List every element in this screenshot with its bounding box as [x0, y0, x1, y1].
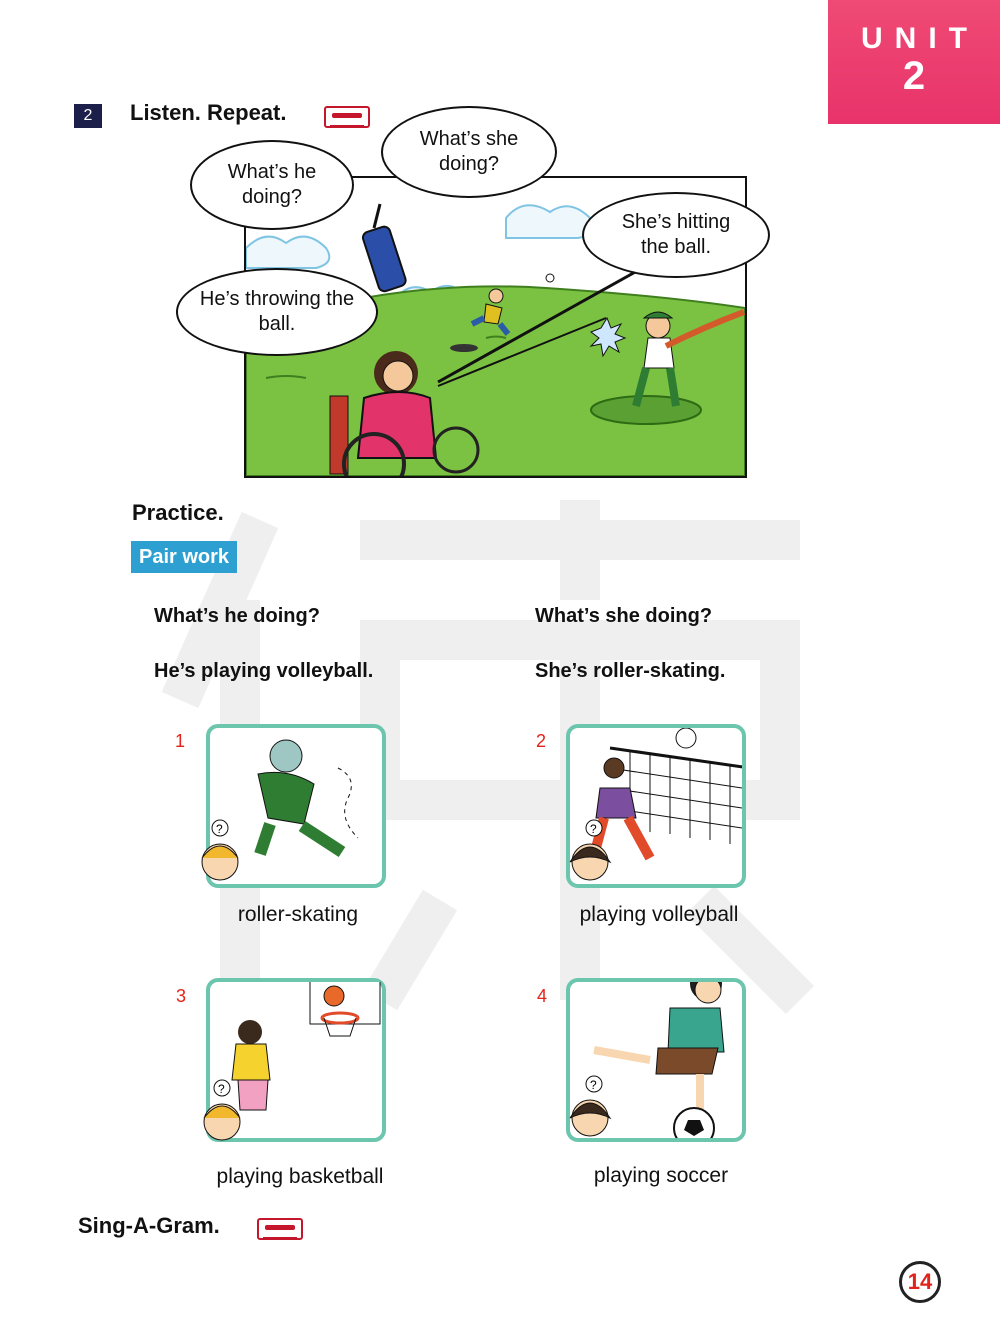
unit-number: 2: [902, 54, 926, 98]
unit-word: UNIT: [861, 22, 979, 55]
item-caption: roller-skating: [237, 903, 359, 926]
speech-bubble-he-question: [190, 140, 354, 230]
svg-text:?: ?: [590, 822, 597, 836]
section-instruction: Listen. Repeat.: [130, 100, 287, 125]
item-number: 3: [176, 986, 187, 1006]
svg-text:?: ?: [590, 1078, 597, 1092]
girl-thinking-icon: [560, 1074, 620, 1138]
bubble-text: He’s throwing the ball.: [199, 288, 355, 335]
boy-thinking-icon: [192, 1078, 252, 1142]
svg-text:?: ?: [218, 1082, 225, 1096]
item-caption: playing volleyball: [579, 903, 739, 926]
cassette-icon[interactable]: [324, 106, 370, 128]
model-she-question: What’s she doing?: [535, 605, 713, 627]
model-he-question: What’s he doing?: [154, 605, 320, 627]
item-number: 2: [536, 731, 547, 751]
bubble-text: What’s he doing?: [227, 161, 317, 208]
practice-heading: Practice.: [132, 500, 224, 525]
svg-text:?: ?: [216, 822, 223, 836]
boy-thinking-icon: [190, 818, 250, 882]
unit-tab: [828, 0, 1000, 124]
page-number: 14: [899, 1261, 941, 1303]
item-number: 4: [537, 986, 548, 1006]
section-number-badge: 2: [74, 104, 102, 128]
speech-bubble-he-answer: [176, 268, 378, 356]
model-she-answer: She’s roller-skating.: [535, 660, 726, 682]
bubble-text: She’s hitting the ball.: [621, 211, 731, 258]
speech-bubble-she-question: [381, 106, 557, 198]
item-caption: playing soccer: [593, 1164, 729, 1187]
pair-work-badge: Pair work: [131, 541, 237, 573]
model-he-answer: He’s playing volleyball.: [154, 660, 374, 682]
girl-thinking-icon: [560, 818, 620, 882]
bubble-text: What’s she doing?: [419, 128, 519, 175]
speech-bubble-she-answer: [582, 192, 770, 278]
sing-a-gram-heading: Sing-A-Gram.: [78, 1213, 220, 1238]
item-number: 1: [175, 731, 186, 751]
cassette-icon[interactable]: [257, 1218, 303, 1240]
item-caption: playing basketball: [216, 1165, 384, 1188]
